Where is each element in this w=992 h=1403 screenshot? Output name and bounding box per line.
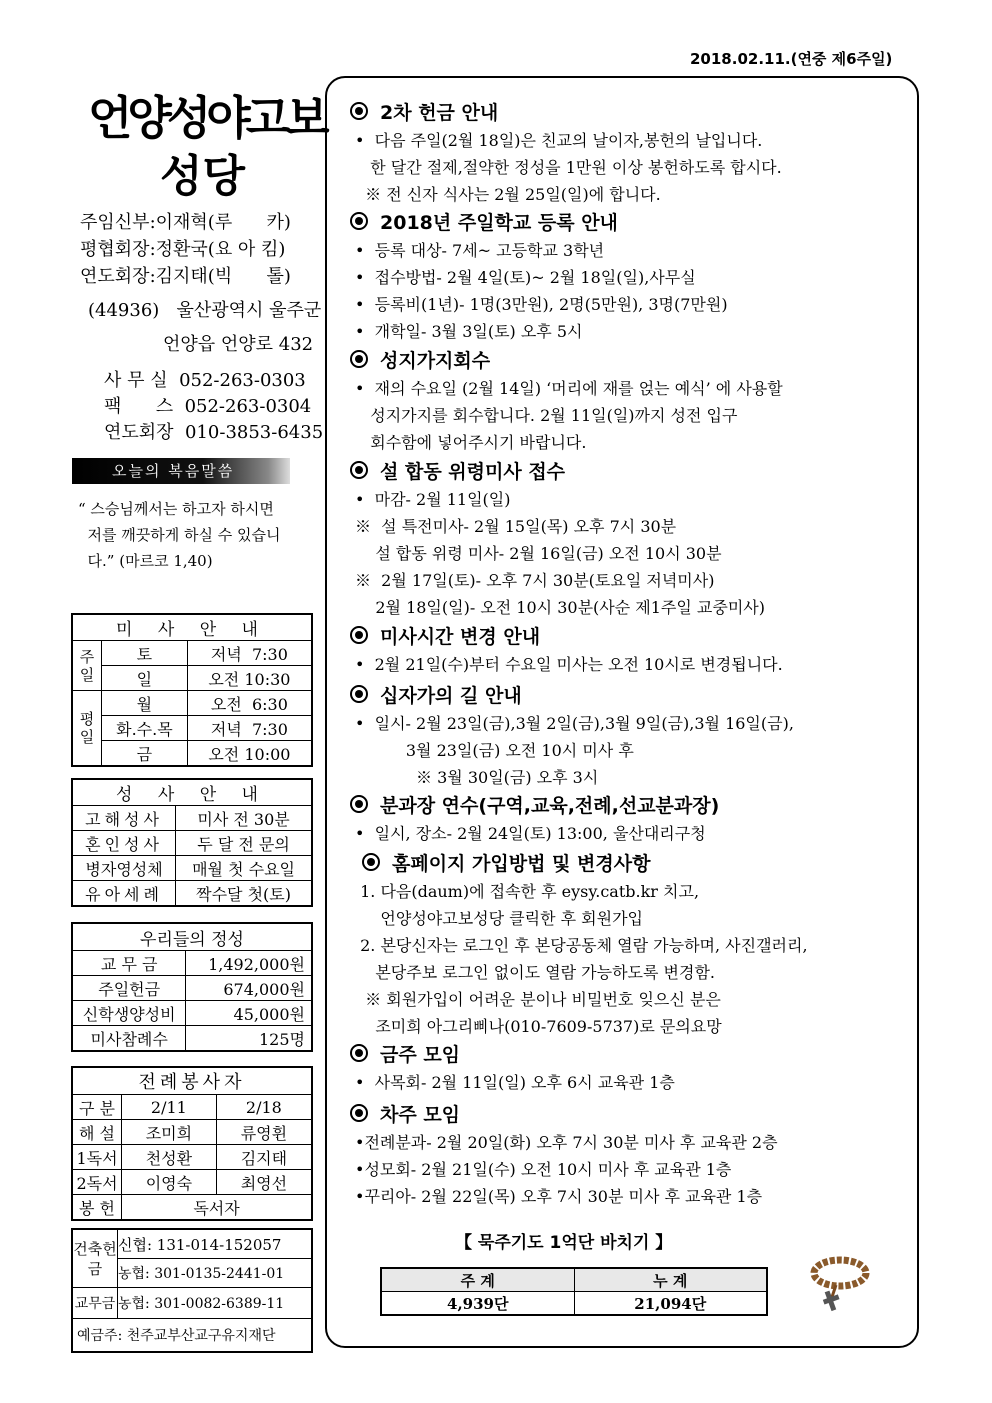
notice-title: 금주 모임	[350, 1040, 460, 1067]
notice-title: 차주 모임	[350, 1100, 460, 1127]
notice-line: • 개학일- 3월 3일(토) 오후 5시	[355, 322, 583, 341]
notice-title: 십자가의 길 안내	[350, 681, 522, 708]
notice-line: • 일시- 2월 23일(금),3월 2일(금),3월 9일(금),3월 16일(금),	[355, 714, 794, 733]
notice-line: • 마감- 2월 11일(일)	[355, 490, 511, 509]
sacraments-table: 성 사 안 내 고해성사 미사 전 30분 혼인성사 두 달 전 문의 병자영성체 매월 첫 수요일 유아세례 짝수달 첫(토)	[71, 778, 313, 907]
notice-line: 1. 다음(daum)에 접속한 후 eysy.catb.kr 치고,	[355, 882, 700, 901]
bullet-circle-icon	[350, 212, 368, 230]
parish-title: 언양성야고보	[88, 91, 325, 145]
notice-line: 본당주보 로그인 없이도 열람 가능하도록 변경함.	[355, 963, 715, 982]
contact-row: 연도회장 010-3853-6435	[104, 422, 324, 443]
notice-title: 분과장 연수(구역,교육,전례,선교분과장)	[350, 791, 719, 818]
contact-row: 팩 스 052-263-0304	[104, 396, 312, 417]
bulletin-date: 2018.02.11.(연중 제6주일)	[690, 50, 893, 68]
address-line2: 언양읍 언양로 432	[163, 334, 314, 355]
notice-line: ※ 설 특전미사- 2월 15일(목) 오후 7시 30분	[355, 517, 677, 536]
mass-schedule-table: 미 사 안 내 주일 토 저녁 7:30 일 오전 10:30 평일 월 오전 6:30 화.수.목 저녁 7:30 금 오전 10:00	[71, 613, 313, 767]
notice-line: ※ 회원가입이 어려운 분이나 비밀번호 잊으신 분은	[355, 990, 721, 1009]
bullet-circle-icon	[350, 461, 368, 479]
notice-line: 2. 본당신자는 로그인 후 본당공동체 열람 가능하며, 사진갤러리,	[355, 936, 808, 955]
notice-line: • 다음 주일(2월 18일)은 친교의 날이자,봉헌의 날입니다.	[355, 131, 763, 150]
notice-title: 2차 헌금 안내	[350, 98, 498, 125]
rosary-tally-table: 주 계 누 계 4,939단 21,094단	[380, 1267, 768, 1316]
table-title: 전례봉사자	[72, 1067, 312, 1095]
sunday-label: 주일	[72, 641, 102, 691]
notice-line: ※ 전 신자 식사는 2월 25일(일)에 합니다.	[355, 185, 661, 204]
rosary-icon	[808, 1255, 878, 1315]
bullet-circle-icon	[350, 685, 368, 703]
bullet-circle-icon	[350, 102, 368, 120]
table-title: 우리들의 정성	[72, 923, 312, 951]
bullet-circle-icon	[350, 626, 368, 644]
gospel-header: 오늘의 복음말씀	[72, 458, 290, 484]
bullet-circle-icon	[362, 853, 380, 871]
address-line1: (44936) 울산광역시 울주군	[88, 300, 322, 321]
bullet-circle-icon	[350, 1104, 368, 1122]
notice-line: • 등록 대상- 7세~ 고등학교 3학년	[355, 241, 605, 260]
notice-title: 설 합동 위령미사 접수	[350, 457, 565, 484]
notice-line: 조미희 아그리삐나(010-7609-5737)로 문의요망	[355, 1017, 722, 1036]
table-title: 성 사 안 내	[72, 779, 312, 806]
bullet-circle-icon	[350, 795, 368, 813]
notice-line: 언양성야고보성당 클릭한 후 회원가입	[355, 909, 643, 928]
bank-accounts-table: 건축헌금 신협: 131-014-152057 농협: 301-0135-2441-01 교무금 농협: 301-0082-6389-11 예금주: 천주교부산교구유지재단	[71, 1228, 313, 1353]
notice-line: 설 합동 위령 미사- 2월 16일(금) 오전 10시 30분	[355, 544, 722, 563]
notice-title: 홈페이지 가입방법 및 변경사항	[362, 849, 650, 876]
notice-line: • 일시, 장소- 2월 24일(토) 13:00, 울산대리구청	[355, 824, 706, 843]
notice-title: 성지가지회수	[350, 346, 490, 373]
notice-line: ※ 3월 30일(금) 오후 3시	[355, 768, 599, 787]
notice-line: • 2월 21일(수)부터 수요일 미사는 오전 10시로 변경됩니다.	[355, 655, 783, 674]
bullet-circle-icon	[350, 350, 368, 368]
notice-title: 2018년 주일학교 등록 안내	[350, 208, 618, 235]
notice-line: • 등록비(1년)- 1명(3만원), 2명(5만원), 3명(7만원)	[355, 295, 728, 314]
liturgy-servers-table: 전례봉사자 구 분 2/11 2/18 해 설 조미희 류영휜 1독서 천성환 김지태 2독서 이영숙 최영선 봉 헌 독서자	[71, 1066, 313, 1221]
contact-row: 사 무 실 052-263-0303	[104, 370, 306, 391]
notice-line: 2월 18일(일)- 오전 10시 30분(사순 제1주일 교중미사)	[355, 598, 765, 617]
offering-table: 우리들의 정성 교 무 금 1,492,000원 주일헌금 674,000원 신학생양성비 45,000원 미사참례수 125명	[71, 922, 313, 1052]
parish-title-line2: 성당	[160, 151, 246, 202]
notice-line: • 재의 수요일 (2월 14일) ‘머리에 재를 얹는 예식’ 에 사용할	[355, 379, 783, 398]
notice-title: 미사시간 변경 안내	[350, 622, 540, 649]
staff-row: 주임신부:이재혁(루 카)	[80, 212, 291, 233]
notice-line: ※ 2월 17일(토)- 오후 7시 30분(토요일 저녁미사)	[355, 571, 715, 590]
rosary-title: 【 묵주기도 1억단 바치기 】	[455, 1233, 673, 1253]
notice-line: • 접수방법- 2월 4일(토)~ 2월 18일(일),사무실	[355, 268, 696, 287]
table-title: 미 사 안 내	[72, 614, 312, 641]
notice-line: •성모회- 2월 21일(수) 오전 10시 미사 후 교육관 1층	[355, 1160, 732, 1179]
staff-row: 평협회장:정환국(요 아 킴)	[80, 239, 286, 260]
notice-line: 회수함에 넣어주시기 바랍니다.	[355, 433, 587, 452]
gospel-text: “ 스승님께서는 하고자 하시면 저를 깨끗하게 하실 수 있습니 다.” (마르코 1,40)	[78, 500, 281, 570]
notice-line: •전례분과- 2월 20일(화) 오후 7시 30분 미사 후 교육관 2층	[355, 1133, 778, 1152]
building-fund-label: 건축헌금	[72, 1229, 118, 1288]
bullet-circle-icon	[350, 1044, 368, 1062]
weekday-label: 평일	[72, 691, 102, 767]
notice-line: 한 달간 절제,절약한 정성을 1만원 이상 봉헌하도록 합시다.	[355, 158, 782, 177]
notice-line: • 사목회- 2월 11일(일) 오후 6시 교육관 1층	[355, 1073, 675, 1092]
notice-line: •꾸리아- 2월 22일(목) 오후 7시 30분 미사 후 교육관 1층	[355, 1187, 763, 1206]
notice-line: 3월 23일(금) 오전 10시 미사 후	[355, 741, 634, 760]
staff-row: 연도회장:김지태(빅 톨)	[80, 266, 291, 287]
notice-line: 성지가지를 회수합니다. 2월 11일(일)까지 성전 입구	[355, 406, 738, 425]
